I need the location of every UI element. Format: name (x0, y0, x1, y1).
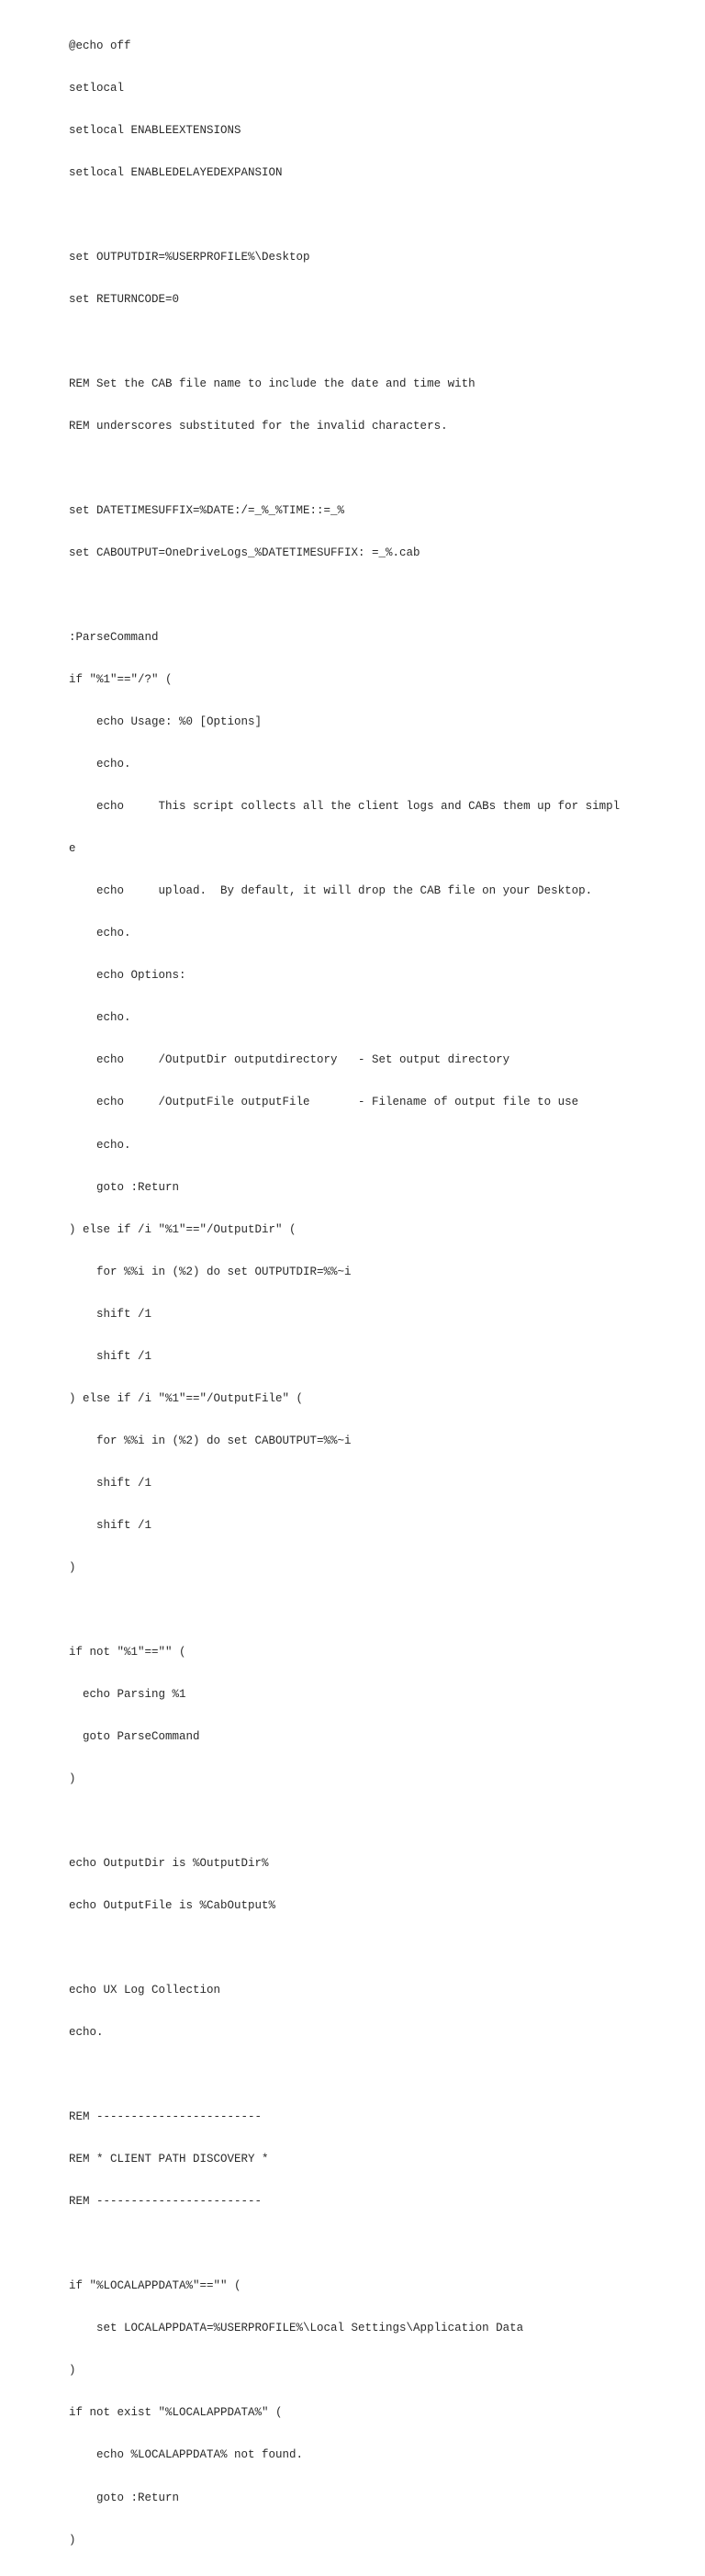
code-line: @echo off (69, 39, 131, 52)
code-line: for %%i in (%2) do set OUTPUTDIR=%%~i (69, 1265, 352, 1278)
code-line (69, 208, 693, 222)
code-line: ) else if /i "%1"=="/OutputDir" ( (69, 1222, 297, 1236)
code-line: echo upload. By default, it will drop the CAB file on your Desktop. (69, 884, 593, 898)
batch-script-code (69, 11, 693, 2576)
code-line: echo Usage: %0 [Options] (69, 715, 263, 729)
code-line: echo. (69, 927, 131, 940)
code-line: REM ------------------------ (69, 2110, 263, 2124)
code-line: shift /1 (69, 1476, 152, 1490)
code-line: shift /1 (69, 1307, 152, 1321)
code-line: if not exist "%LOCALAPPDATA%" ( (69, 2406, 283, 2420)
code-line (69, 2237, 693, 2251)
code-line: echo %LOCALAPPDATA% not found. (69, 2448, 304, 2462)
code-line: for %%i in (%2) do set CABOUTPUT=%%~i (69, 1434, 352, 1447)
code-line: setlocal ENABLEDELAYEDEXPANSION (69, 165, 283, 179)
code-line: REM ------------------------ (69, 2195, 263, 2209)
code-line: echo. (69, 2026, 104, 2040)
code-line: if not "%1"=="" ( (69, 1645, 186, 1659)
code-line: if "%LOCALAPPDATA%"=="" ( (69, 2279, 241, 2293)
code-line: set DATETIMESUFFIX=%DATE:/=_%_%TIME::=_% (69, 504, 345, 518)
code-line (69, 589, 693, 602)
code-line: echo OutputDir is %OutputDir% (69, 1857, 269, 1871)
code-line: if "%1"=="/?" ( (69, 673, 173, 687)
code-line: echo. (69, 1011, 131, 1025)
code-line: goto ParseCommand (69, 1729, 200, 1743)
code-line (69, 2068, 693, 2082)
code-line: ) (69, 2533, 76, 2547)
code-line: :ParseCommand (69, 631, 159, 645)
code-line: echo /OutputFile outputFile - Filename of output file to use (69, 1096, 579, 1109)
code-line (69, 1815, 693, 1828)
code-line: set CABOUTPUT=OneDriveLogs_%DATETIMESUFFIX: =_%.cab (69, 546, 420, 560)
code-line: shift /1 (69, 1518, 152, 1532)
code-line: setlocal ENABLEEXTENSIONS (69, 123, 241, 137)
code-line: set RETURNCODE=0 (69, 292, 180, 306)
code-line: ) else if /i "%1"=="/OutputFile" ( (69, 1391, 304, 1405)
code-line: echo. (69, 1138, 131, 1152)
code-line (69, 335, 693, 349)
code-line: set OUTPUTDIR=%USERPROFILE%\Desktop (69, 250, 310, 264)
code-line: REM underscores substituted for the invalid characters. (69, 419, 448, 433)
code-line: goto :Return (69, 2491, 180, 2504)
code-line: REM * CLIENT PATH DISCOVERY * (69, 2153, 269, 2166)
code-line: e (69, 842, 76, 856)
code-line: echo UX Log Collection (69, 1984, 221, 1997)
code-line (69, 1603, 693, 1617)
code-line: echo Options: (69, 969, 186, 983)
code-line: echo OutputFile is %CabOutput% (69, 1899, 276, 1913)
code-line: ) (69, 1560, 76, 1574)
code-line: shift /1 (69, 1349, 152, 1363)
code-line: ) (69, 2364, 76, 2378)
code-line: echo. (69, 758, 131, 771)
code-line: echo This script collects all the client logs and CABs them up for simpl (69, 800, 621, 814)
code-line: echo /OutputDir outputdirectory - Set output directory (69, 1053, 510, 1067)
code-line: REM Set the CAB file name to include the date and time with (69, 377, 476, 390)
code-line: echo Parsing %1 (69, 1687, 186, 1701)
code-line (69, 1941, 693, 1955)
code-line: set LOCALAPPDATA=%USERPROFILE%\Local Settings\Application Data (69, 2322, 524, 2335)
code-line (69, 462, 693, 476)
code-line: setlocal (69, 81, 125, 95)
code-line: goto :Return (69, 1180, 180, 1194)
code-line: ) (69, 1772, 76, 1785)
